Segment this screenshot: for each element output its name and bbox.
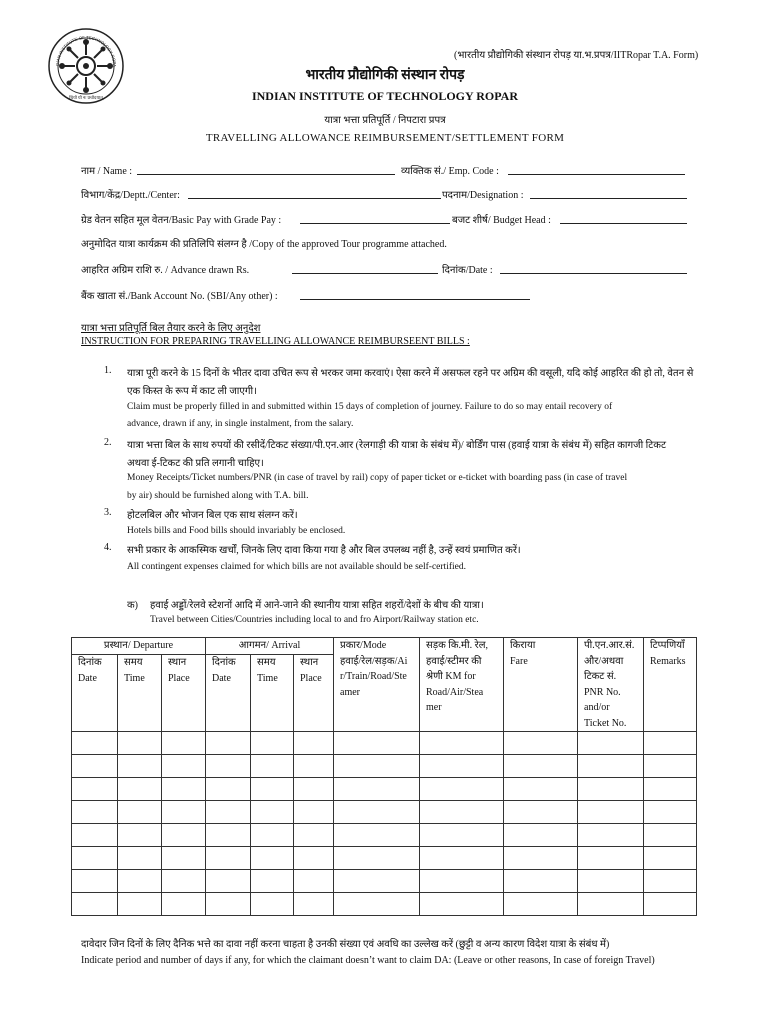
instruction-english-line: Money Receipts/Ticket numbers/PNR (in case of travel by rail) copy of paper ticket or e-ticket with boarding pass (in case of travel: [127, 473, 628, 483]
instruction-english-line: Hotels bills and Food bills should invariably be enclosed.: [127, 526, 346, 536]
date-field[interactable]: [500, 273, 687, 274]
form-reference: (भारतीय प्रौद्योगिकी संस्थान रोपड़ या.भ.प्रपत्र/IITRopar T.A. Form): [454, 50, 699, 61]
table-row: [72, 893, 697, 916]
bank-account-field[interactable]: [300, 299, 530, 300]
sub-instruction-marker: क): [127, 600, 139, 611]
sub-instruction-english: Travel between Cities/Countries including local to and fro Airport/Railway station etc.: [150, 615, 479, 625]
advance-label: आहरित अग्रिम राशि रु. / Advance drawn Rs.: [81, 265, 250, 276]
budget-head-label: बजट शीर्ष/ Budget Head :: [452, 215, 551, 226]
tour-programme-note: अनुमोदित यात्रा कार्यक्रम की प्रतिलिपि संलग्न है /Copy of the approved Tour programme attached.: [81, 239, 447, 250]
svg-text:INDIAN INSTITUTE OF TECHNOLOGY: [47, 27, 117, 67]
instruction-number: 1.: [104, 365, 112, 376]
instructions-heading-english: INSTRUCTION FOR PREPARING TRAVELLING ALLOWANCE REIMBURSEENT BILLS :: [81, 336, 470, 347]
da-not-claimed-hindi: दावेदार जिन दिनों के लिए दैनिक भत्ते का दावा नहीं करना चाहता है उनकी संख्या एवं अवधि का उल्लेख करें (छुट्टी व अन्य कारण विदेश यात्रा के संबंध में): [81, 939, 610, 950]
instruction-english-line: All contingent expenses claimed for which bills are not available should be self-certified.: [127, 562, 466, 572]
instruction-number: 4.: [104, 542, 112, 553]
departure-time-header: समय Time: [118, 655, 162, 732]
subtitle-hindi: यात्रा भत्ता प्रतिपूर्ति / निपटारा प्रपत्र: [324, 115, 446, 126]
pnr-header: पी.एन.आर.सं. और/अथवा टिकट सं. PNR No. and/or Ticket No.: [578, 638, 644, 732]
instruction-hindi-line: अथवा ई-टिकट की प्रति लगानी चाहिए।: [127, 458, 264, 469]
arrival-time-header: समय Time: [251, 655, 294, 732]
name-label: नाम / Name :: [81, 166, 133, 177]
bank-account-label: बैंक खाता सं./Bank Account No. (SBI/Any other) :: [81, 291, 278, 302]
name-field[interactable]: [137, 174, 395, 175]
title-english: INDIAN INSTITUTE OF TECHNOLOGY ROPAR: [251, 89, 519, 103]
instruction-hindi-line: यात्रा पूरी करने के 15 दिनों के भीतर दावा उचित रूप से भरकर जमा करवाएं। ऐसा करने में असफल रहने पर अग्रिम की वसूली, यदि कोई आहरित की हो तो, वेतन से: [127, 368, 694, 379]
remarks-header: टिप्पणियाँ Remarks: [644, 638, 697, 732]
instruction-english-line: advance, drawn if any, in single instalment, from the salary.: [127, 419, 354, 429]
km-header: सड़क कि.मी. रेल, हवाई/स्टीमर की श्रेणी KM for Road/Air/Stea mer: [420, 638, 504, 732]
table-row: [72, 732, 697, 755]
instruction-english-line: by air) should be furnished along with T.A. bill.: [127, 491, 309, 501]
arrival-date-header: दिनांक Date: [206, 655, 251, 732]
date-label: दिनांक/Date :: [442, 265, 493, 276]
emp-code-field[interactable]: [508, 174, 685, 175]
table-row: [72, 755, 697, 778]
instructions-heading-hindi: यात्रा भत्ता प्रतिपूर्ति बिल तैयार करने के लिए अनुदेश: [81, 323, 261, 334]
instruction-number: 3.: [104, 507, 112, 518]
instruction-number: 2.: [104, 437, 112, 448]
mode-header: प्रकार/Mode हवाई/रेल/सड़क/Ai r/Train/Road/Ste amer: [334, 638, 420, 732]
departure-place-header: स्थान Place: [162, 655, 206, 732]
dept-label: विभाग/केंद्र/Deptt./Center:: [81, 190, 180, 201]
departure-header: प्रस्थान/ Departure: [72, 638, 206, 655]
advance-field[interactable]: [292, 273, 438, 274]
title-hindi: भारतीय प्रौद्योगिकी संस्थान रोपड़: [305, 68, 465, 83]
fare-header: किराया Fare: [504, 638, 578, 732]
departure-date-header: दिनांक Date: [72, 655, 118, 732]
table-row: [72, 847, 697, 870]
da-not-claimed-english: Indicate period and number of days if any, for which the claimant doesn’t want to claim DA: (Leave or other reasons, In case of foreign Travel): [81, 955, 655, 966]
instruction-hindi-line: सभी प्रकार के आकस्मिक खर्चों, जिनके लिए दावा किया गया है और बिल उपलब्ध नहीं है, उन्हें स्वयं प्रमाणित करें।: [127, 545, 521, 556]
emp-code-label: व्यक्तिक सं./ Emp. Code :: [401, 166, 499, 177]
instruction-english-line: Claim must be properly filled in and submitted within 15 days of completion of journey. Failure to do so may entail recovery of: [127, 402, 613, 412]
basic-pay-field[interactable]: [300, 223, 450, 224]
table-row: [72, 870, 697, 893]
table-row: [72, 778, 697, 801]
subtitle-english: TRAVELLING ALLOWANCE REIMBURSEMENT/SETTLEMENT FORM: [205, 132, 565, 144]
arrival-place-header: स्थान Place: [294, 655, 334, 732]
designation-field[interactable]: [530, 198, 687, 199]
designation-label: पदनाम/Designation :: [442, 190, 524, 201]
sub-instruction-hindi: हवाई अड्डों/रेलवे स्टेशनों आदि में आने-जाने की स्थानीय यात्रा सहित शहरों/देशों के बीच की यात्रा।: [150, 600, 484, 611]
instruction-hindi-line: यात्रा भत्ता बिल के साथ रुपयों की रसीदें/टिकट संख्या/पी.एन.आर (रेलगाड़ी की यात्रा के संबंध में)/ बोर्डिंग पास (हवाई यात्रा के संबंध में) सहित कागजी टिकट: [127, 440, 667, 451]
travel-details-table: [71, 637, 697, 916]
logo-ring-text: DIAN INSTITUTE OF TECHNOLOGY ROPA: [54, 34, 118, 67]
instruction-hindi-line: एक किस्त के रूप में काट ली जाएगी।: [127, 386, 257, 397]
logo-motto: धियो यो नः प्रचोदयात्: [69, 95, 103, 100]
arrival-header: आगमन/ Arrival: [206, 638, 334, 655]
table-row: [72, 801, 697, 824]
instruction-hindi-line: होटलबिल और भोजन बिल एक साथ संलग्न करें।: [127, 510, 298, 521]
budget-head-field[interactable]: [560, 223, 687, 224]
basic-pay-label: ग्रेड वेतन सहित मूल वेतन/Basic Pay with Grade Pay :: [81, 215, 282, 226]
dept-field[interactable]: [188, 198, 441, 199]
table-row: [72, 824, 697, 847]
